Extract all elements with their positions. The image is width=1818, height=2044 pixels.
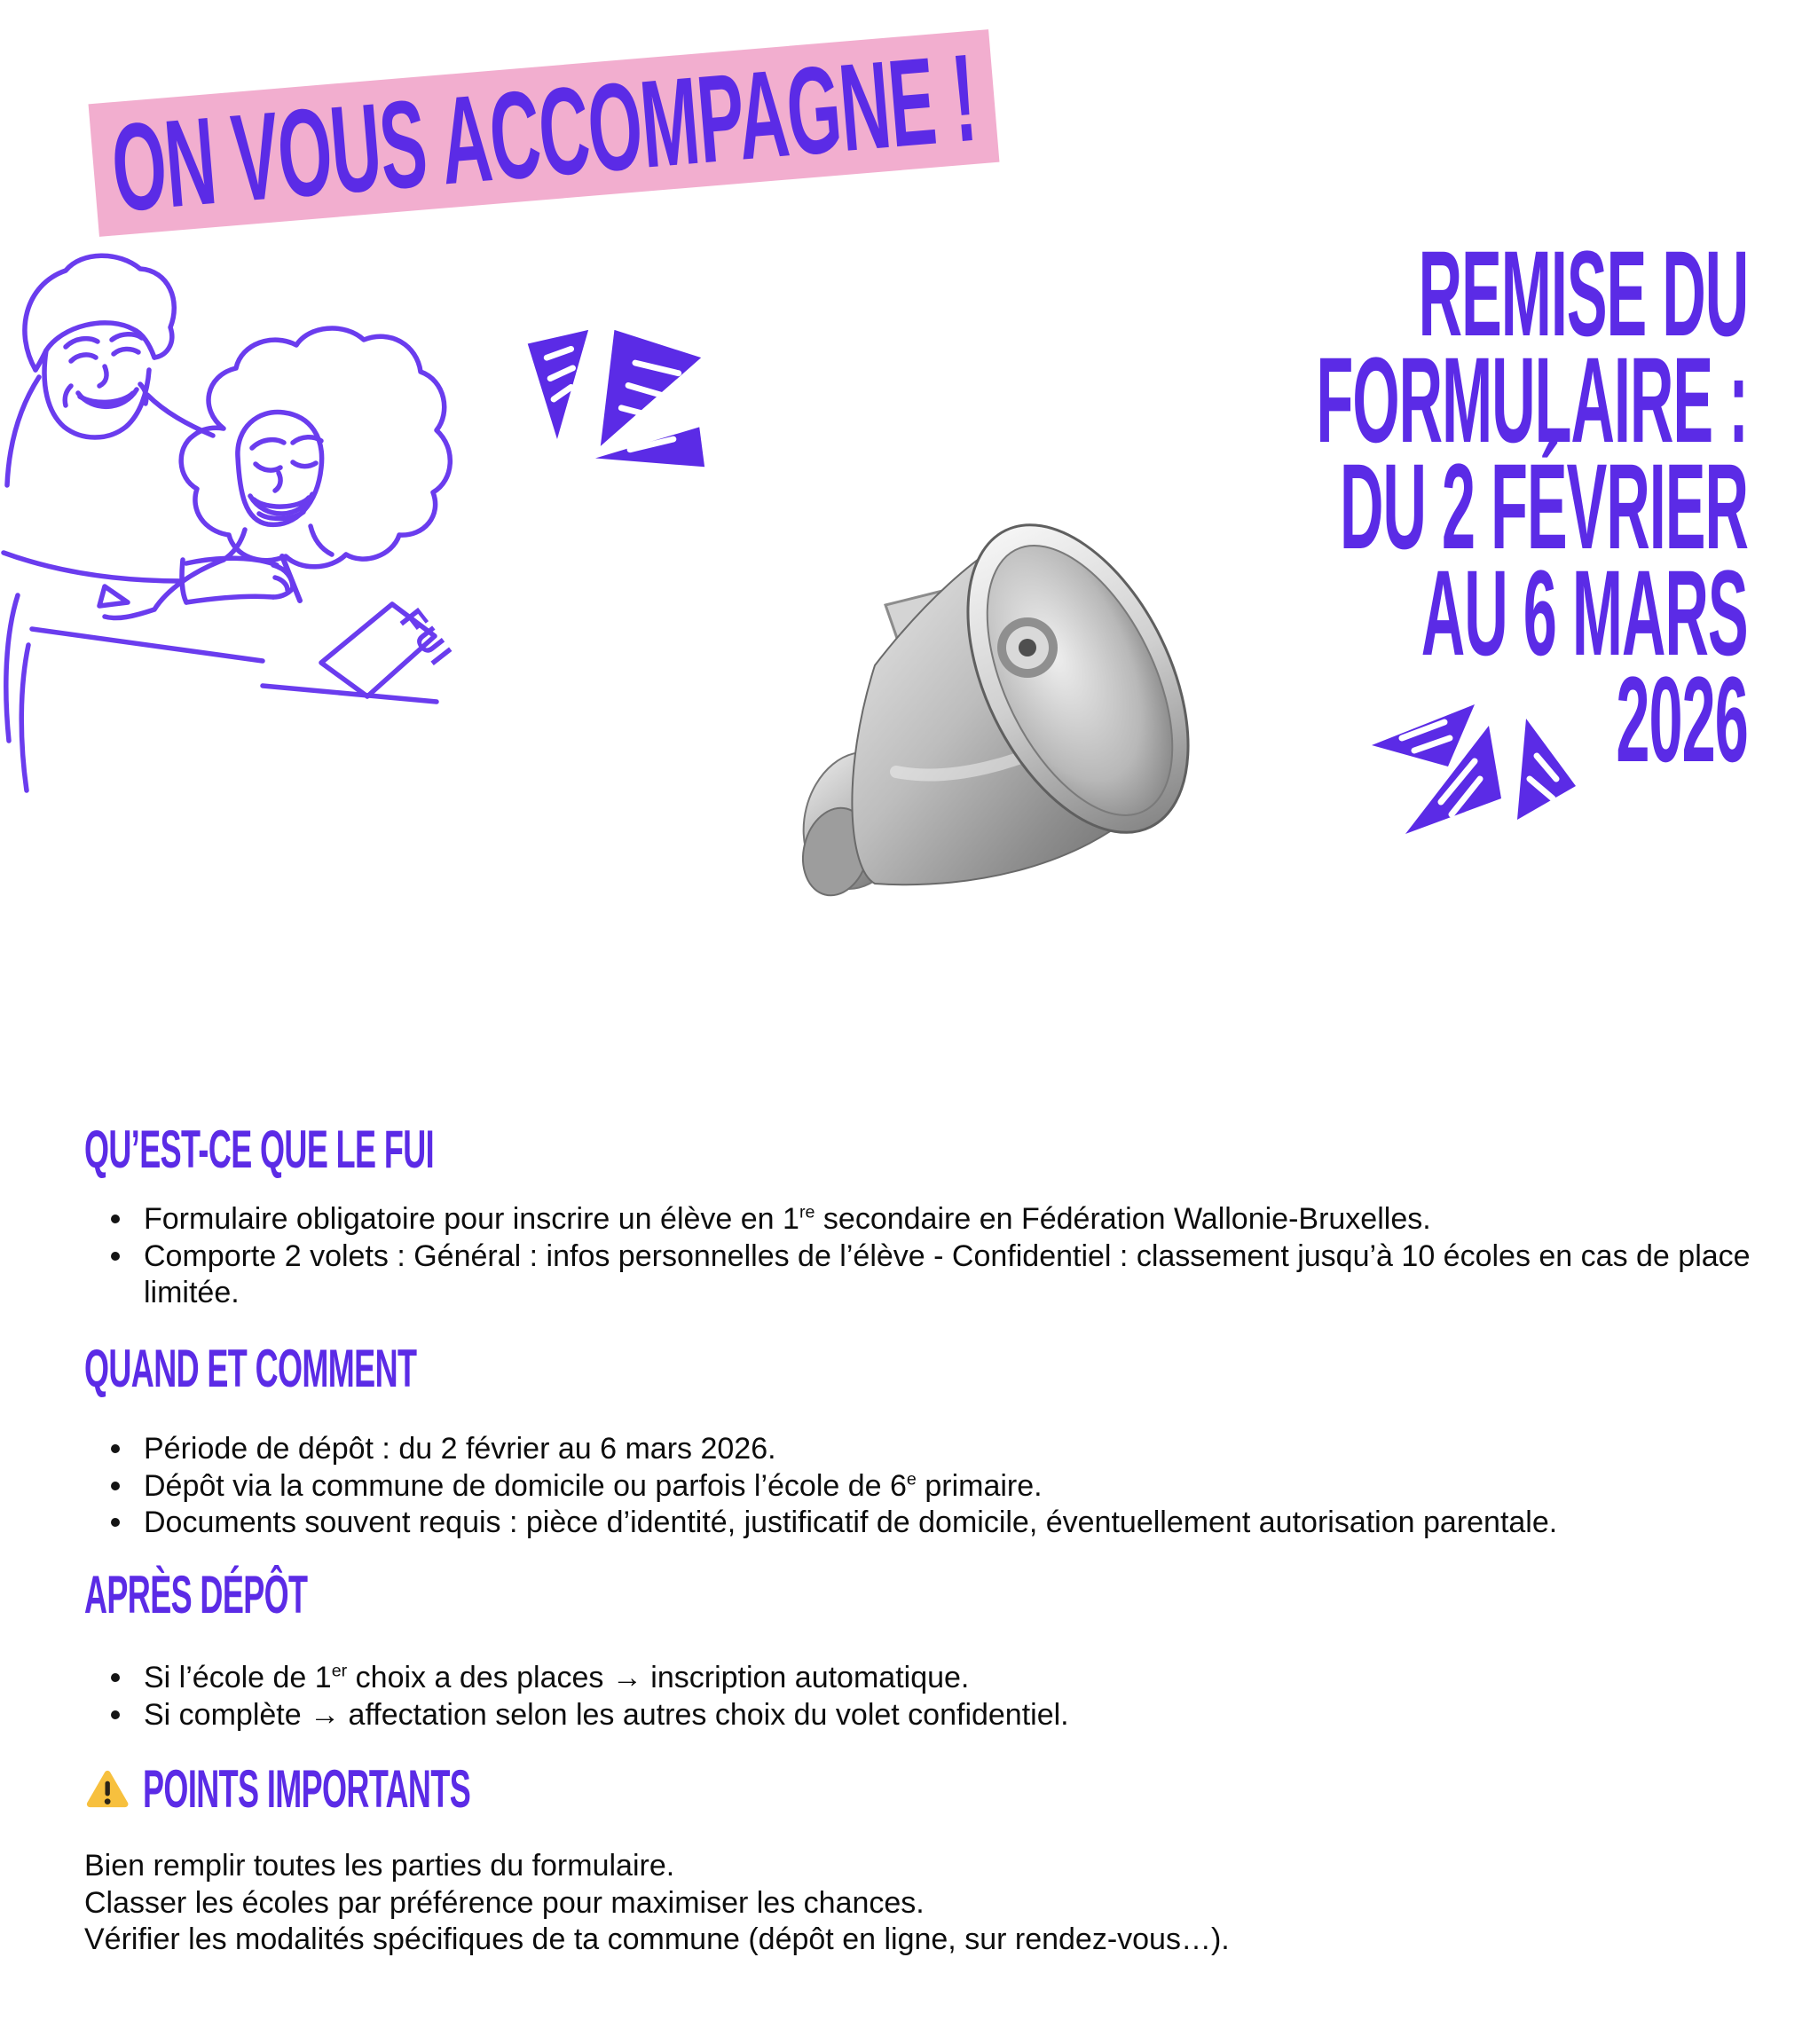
section-heading-points-importants [84,1759,689,1819]
bullet-item [84,1431,1814,1468]
bullet-list-fui [84,1201,1814,1312]
sparkle-doodle-left [517,326,708,477]
bullet-item [84,1660,1814,1697]
title-line-text: FORMULAIRE : [1316,333,1748,468]
warning-icon [84,1766,130,1811]
paper-label: FUI [391,601,460,674]
bullet-text: Période de dépôt : du 2 février au 6 mars 2026. [144,1432,776,1466]
title-line [885,546,1748,681]
bullet-text: Documents souvent requis : pièce d’identité, justificatif de domicile, éventuellement autorisation parentale. [144,1505,1558,1539]
superscript: e [906,1469,917,1490]
event-dates-title [885,226,1748,788]
bullet-item [84,1238,1814,1312]
title-line-text: 2026 [1616,652,1748,788]
superscript: re [799,1202,815,1222]
section-heading-quand-et-comment [84,1339,638,1398]
bullet-list-quand [84,1431,1814,1542]
bullet-text: Si l’école de 1 [144,1661,332,1694]
bullet-text: primaire. [916,1468,1043,1503]
section-heading-text: QU’EST-CE QUE LE FUI [84,1120,435,1179]
bullet-text: Comporte 2 volets : Général : infos personnelles de l’élève - Confidentiel : classement jusqu’à 10 écoles en cas de place limitée. [144,1238,1751,1309]
section-heading-text: APRÈS DÉPÔT [84,1565,308,1624]
title-line [885,439,1748,575]
section-heading-apres-depot [84,1565,456,1624]
bullet-text: secondaire en Fédération Wallonie-Bruxelles. [815,1202,1431,1236]
title-line [885,652,1748,788]
text-line: Bien remplir toutes les parties du formulaire. [84,1849,675,1883]
title-line [885,226,1748,362]
title-line-text: REMISE DU [1418,226,1748,362]
section-heading-text: QUAND ET COMMENT [84,1339,417,1398]
banner [89,29,1000,237]
bullet-text: Formulaire obligatoire pour inscrire un élève en 1 [144,1202,799,1236]
important-points-text [84,1848,1814,1959]
bullet-item [84,1697,1814,1734]
text-line: Vérifier les modalités spécifiques de ta commune (dépôt en ligne, sur rendez-vous…). [84,1922,1230,1956]
title-line-text: AU 6 MARS [1421,546,1748,681]
sparkle-doodle-right [1366,694,1579,845]
superscript: er [331,1661,348,1681]
parent-child-illustration [0,244,586,1034]
bullet-item [84,1468,1814,1505]
text-line: Classer les écoles par préférence pour maximiser les chances. [84,1885,925,1920]
section-heading-quest-ce-que-le-fui [84,1120,667,1179]
bullet-item [84,1201,1814,1238]
bullet-text: Dépôt via la commune de domicile ou parfois l’école de 6 [144,1468,907,1503]
bullet-item [84,1505,1814,1542]
title-line [885,333,1748,468]
bullet-list-apres [84,1660,1814,1733]
banner-text: ON VOUS ACCOMPAGNE ! [106,27,981,239]
section-heading-text: POINTS IMPORTANTS [143,1759,471,1819]
bullet-text: choix a des places → inscription automatique. [347,1661,970,1694]
title-line-text: DU 2 FÉVRIER [1340,439,1748,575]
bullet-text: Si complète → affectation selon les autres choix du volet confidentiel. [144,1697,1069,1732]
